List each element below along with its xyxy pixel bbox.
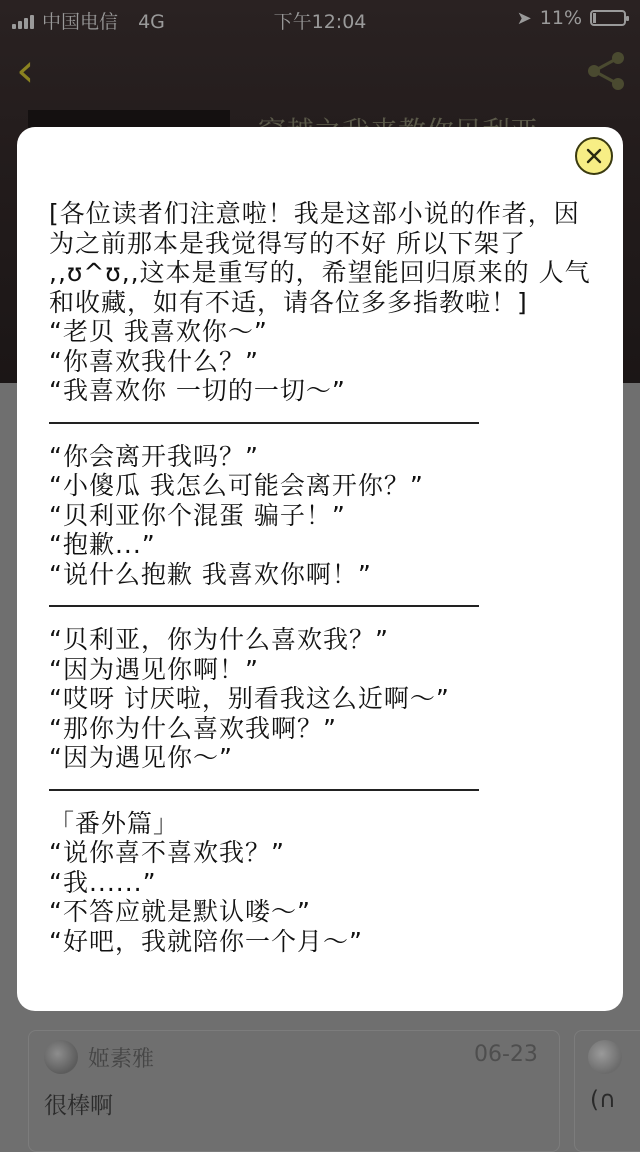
section-divider	[49, 789, 479, 791]
dialogue-line: “我......”	[49, 867, 157, 897]
dialogue-line: “那你为什么喜欢我啊？”	[49, 713, 337, 743]
dialogue-line: “哎呀 讨厌啦，别看我这么近啊～”	[49, 684, 450, 713]
dialogue-line: “贝利亚，你为什么喜欢我？”	[49, 625, 389, 654]
close-button[interactable]	[575, 137, 613, 175]
close-icon	[584, 146, 604, 166]
battery-percent: 11%	[539, 7, 582, 29]
dialogue-line: “不答应就是默认喽～”	[49, 897, 311, 926]
dialogue-line: “你喜欢我什么？”	[49, 346, 259, 376]
comment-username[interactable]: 姬素雅	[88, 1047, 155, 1072]
intro-paragraph: [各位读者们注意啦！我是这部小说的作者，因为之前那本是我觉得写的不好 所以下架了 ,,ʊ^ʊ,,这本是重写的，希望能回归原来的 人气和收藏，如有不适，请各位多多指教啦！]	[49, 199, 591, 317]
book-intro-modal	[17, 127, 623, 1011]
avatar[interactable]	[44, 1040, 78, 1074]
back-chevron-icon[interactable]: ‹	[16, 43, 35, 97]
dialogue-line: “老贝 我喜欢你～”	[49, 317, 268, 346]
dialogue-line: “说你喜不喜欢我？”	[49, 838, 285, 867]
dialogue-line: “说什么抱歉 我喜欢你啊！”	[49, 559, 372, 589]
avatar[interactable]	[588, 1040, 622, 1074]
comment-text: (∩	[590, 1087, 616, 1113]
share-icon[interactable]	[582, 50, 630, 92]
comment-text: 很棒啊	[44, 1093, 113, 1119]
status-bar	[0, 0, 640, 36]
dialogue-line: “你会离开我吗？”	[49, 441, 259, 471]
comment-date: 06-23	[474, 1042, 538, 1067]
status-time: 下午12:04	[273, 11, 367, 33]
dialogue-line: 「番外篇」	[49, 808, 180, 838]
section-divider	[49, 605, 479, 607]
location-arrow-icon: ➤	[516, 7, 532, 29]
dialogue-line: “好吧，我就陪你一个月～”	[49, 926, 363, 956]
dialogue-line: “贝利亚你个混蛋 骗子！”	[49, 500, 346, 530]
dialogue-line: “我喜欢你 一切的一切～”	[49, 376, 346, 405]
dialogue-line: “抱歉...”	[49, 530, 156, 559]
section-divider	[49, 422, 479, 424]
carrier-name: 中国电信	[42, 11, 119, 33]
dialogue-line: “小傻瓜 我怎么可能会离开你？”	[49, 471, 424, 500]
network-type: 4G	[138, 11, 165, 33]
dialogue-line: “因为遇见你啊！”	[49, 654, 259, 684]
battery-icon	[590, 10, 626, 26]
intro-text-scroll[interactable]	[49, 199, 601, 979]
dialogue-line: “因为遇见你～”	[49, 743, 233, 772]
